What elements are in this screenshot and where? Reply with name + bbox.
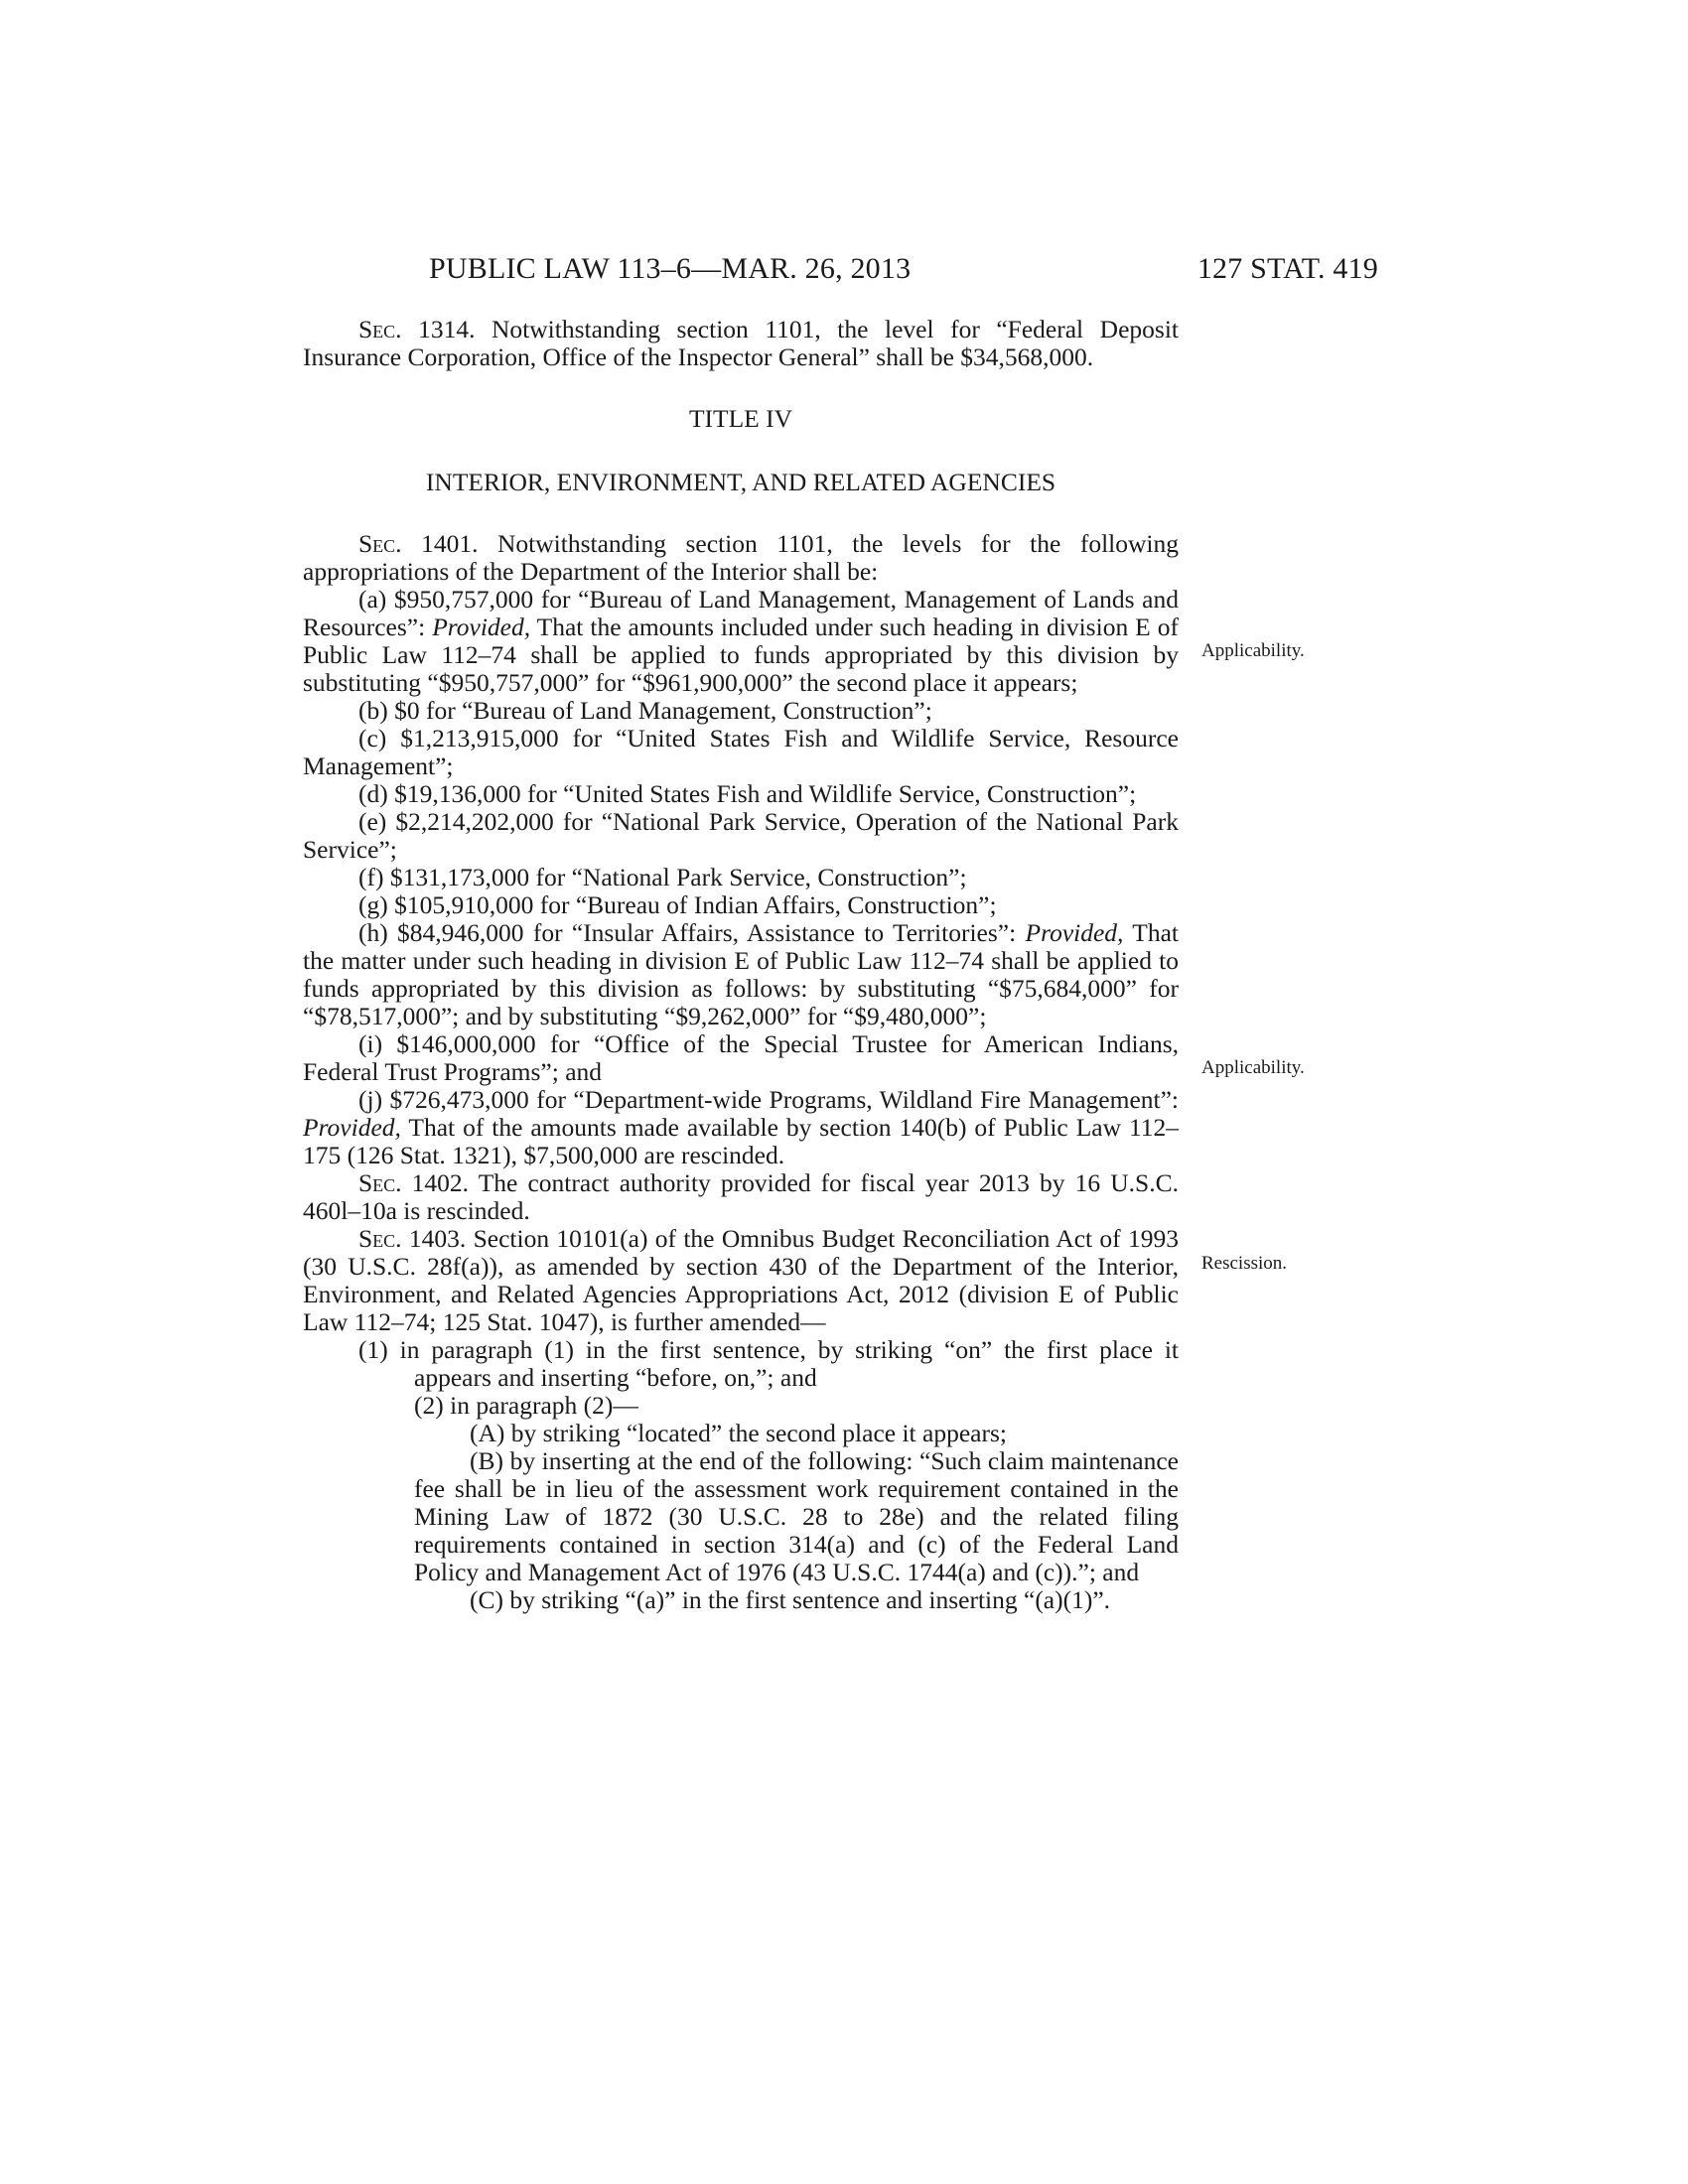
section-1314-text: 1314. Notwithstanding section 1101, the level for “Federal Deposit Insurance Corporation, Office of the Inspector General” shall be $34,568,000.	[303, 315, 1179, 371]
section-1401-item-f: (f) $131,173,000 for “National Park Service, Construction”;	[358, 863, 967, 891]
section-1401-item-i: (i) $146,000,000 for “Office of the Special Trustee for American Indians, Federal Trust Programs”; and	[303, 1029, 1179, 1086]
section-1403-paragraph-1: (1) in paragraph (1) in the first sentence, by striking “on” the first place it appears and inserting “before, on,”; and	[358, 1335, 1179, 1392]
section-1402: Sec. 1402. The contract authority provided for fiscal year 2013 by 16 U.S.C. 460l–10a is rescinded.	[303, 1168, 1179, 1225]
margin-note-applicability-a: Applicability.	[1201, 640, 1305, 661]
section-1403-subparagraph-B: (B) by inserting at the end of the following: “Such claim maintenance fee shall be in lieu of the assessment work requirement contained in the Mining Law of 1872 (30 U.S.C. 28 to 28e) and the related filing requirements contained in section 314(a) and (c) of the Federal Land Policy and Management Act of 1976 (43 U.S.C. 1744(a) and (c)).”; and	[414, 1446, 1179, 1586]
section-1401-item-h: (h) $84,946,000 for “Insular Affairs, Assistance to Territories”: Provided, That the matter under such heading in division E of Public Law 112–74 shall be applied to funds appropriated by this division as follows: by substituting “$75,684,000” for “$78,517,000”; and by substituting “$9,262,000” for “$9,480,000”;	[303, 918, 1179, 1030]
section-1403-subparagraph-C: (C) by striking “(a)” in the first sentence and inserting “(a)(1)”.	[470, 1585, 1111, 1614]
sec-label: Sec.	[358, 529, 402, 558]
section-1403-subparagraph-A: (A) by striking “located” the second place it appears;	[470, 1419, 1007, 1447]
public-law-citation: PUBLIC LAW 113–6—MAR. 26, 2013	[429, 252, 912, 285]
section-1401-item-j: (j) $726,473,000 for “Department-wide Programs, Wildland Fire Management”: Provided, That of the amounts made available by section 140(b) of Public Law 112–175 (126 Stat. 1321), $7,500,000 are rescinded.	[303, 1085, 1179, 1169]
section-1401-item-g: (g) $105,910,000 for “Bureau of Indian Affairs, Construction”;	[358, 890, 997, 919]
sec-label: Sec.	[358, 1224, 402, 1253]
running-header	[429, 252, 1378, 292]
section-1401-intro: Sec. 1401. Notwithstanding section 1101, the levels for the following appropriations of the Department of the Interior shall be:	[303, 529, 1179, 586]
sec-label: Sec.	[358, 1168, 402, 1197]
section-1403: Sec. 1403. Section 10101(a) of the Omnibus Budget Reconciliation Act of 1993 (30 U.S.C. 28f(a)), as amended by section 430 of the Department of the Interior, Environment, and Related Agencies Appropriations Act, 2012 (division E of Public Law 112–74; 125 Stat. 1047), is further amended—	[303, 1224, 1179, 1336]
section-1401-item-a: (a) $950,757,000 for “Bureau of Land Management, Management of Lands and Resources”: Provided, That the amounts included under such heading in division E of Public Law 112–74 shall be applied to funds appropriated by this division by substituting “$950,757,000” for “$961,900,000” the second place it appears;	[303, 585, 1179, 697]
section-1401-item-e: (e) $2,214,202,000 for “National Park Service, Operation of the National Park Service”;	[303, 807, 1179, 864]
section-1403-paragraph-2: (2) in paragraph (2)—	[414, 1391, 638, 1420]
title-iv-name: INTERIOR, ENVIRONMENT, AND RELATED AGENCIES	[425, 468, 1056, 496]
statute-page-number: 127 STAT. 419	[1196, 252, 1378, 285]
sec-label: Sec.	[358, 315, 402, 343]
title-iv-heading: TITLE IV	[688, 404, 793, 433]
margin-note-rescission: Rescission.	[1201, 1253, 1288, 1274]
document-body	[303, 316, 1179, 1614]
section-1314	[303, 316, 1179, 371]
margin-note-applicability-h: Applicability.	[1201, 1057, 1305, 1078]
section-1401-item-d: (d) $19,136,000 for “United States Fish and Wildlife Service, Construction”;	[358, 779, 1137, 808]
section-1401-item-b: (b) $0 for “Bureau of Land Management, Construction”;	[358, 696, 932, 725]
section-1401-item-c: (c) $1,213,915,000 for “United States Fish and Wildlife Service, Resource Management”;	[303, 724, 1179, 780]
